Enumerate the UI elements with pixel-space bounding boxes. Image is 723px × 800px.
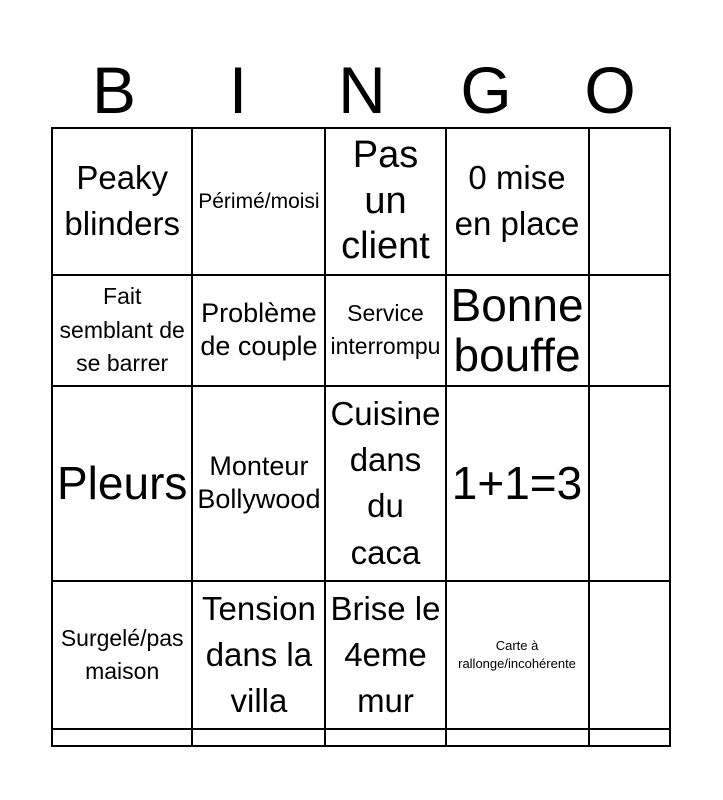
bingo-cell[interactable] (447, 582, 590, 731)
bingo-header (52, 52, 672, 128)
bingo-cell[interactable] (590, 730, 671, 747)
cell-text: Monteur Bollywood (197, 450, 321, 515)
cell-text: Surgelé/pas maison (60, 624, 184, 684)
bingo-cell[interactable] (326, 582, 446, 731)
header-letter-b: B (91, 53, 137, 127)
header-letter-i: I (228, 53, 248, 127)
bingo-cell[interactable] (53, 730, 193, 747)
cell-text: Cuisine dans du caca (330, 394, 441, 571)
cell-text: 0 mise en place (454, 159, 580, 243)
cell-text: Périmé/moisi (198, 189, 320, 213)
cell-text: Bonne bouffe (450, 278, 584, 382)
bingo-cell[interactable] (447, 276, 590, 387)
bingo-cell[interactable] (193, 730, 326, 747)
cell-text: Fait semblant de se barrer (59, 283, 185, 377)
header-letter-n: N (338, 53, 386, 127)
cell-text: Tension dans la villa (202, 589, 316, 720)
cell-text: Peaky blinders (64, 159, 180, 243)
bingo-cell[interactable] (326, 129, 446, 276)
bingo-cell[interactable] (193, 129, 326, 276)
cell-text: Pas un client (341, 134, 430, 268)
header-letter-o: O (584, 53, 636, 127)
header-letter-g: G (460, 53, 512, 127)
bingo-cell[interactable] (326, 387, 446, 582)
bingo-cell[interactable] (326, 730, 446, 747)
cell-text: 1+1=3 (451, 457, 583, 510)
cell-text: Service interrompu (330, 300, 441, 360)
cell-text: Carte à rallonge/incohérente (458, 638, 576, 671)
bingo-cell[interactable] (447, 730, 590, 747)
bingo-cell[interactable] (447, 129, 590, 276)
bingo-cell[interactable] (590, 129, 671, 276)
bingo-cell[interactable] (590, 387, 671, 582)
bingo-cell[interactable] (447, 387, 590, 582)
bingo-cell[interactable] (193, 582, 326, 731)
cell-text: Brise le 4eme mur (330, 589, 441, 720)
bingo-cell[interactable] (193, 276, 326, 387)
bingo-cell[interactable] (326, 276, 446, 387)
bingo-cell[interactable] (590, 276, 671, 387)
bingo-cell[interactable] (53, 387, 193, 582)
bingo-cell[interactable] (590, 582, 671, 731)
cell-text: Pleurs (57, 457, 188, 510)
bingo-cell[interactable] (193, 387, 326, 582)
bingo-cell[interactable] (53, 129, 193, 276)
cell-text: Problème de couple (200, 297, 318, 362)
bingo-cell[interactable] (53, 582, 193, 731)
bingo-card-grid (51, 127, 671, 747)
bingo-cell[interactable] (53, 276, 193, 387)
